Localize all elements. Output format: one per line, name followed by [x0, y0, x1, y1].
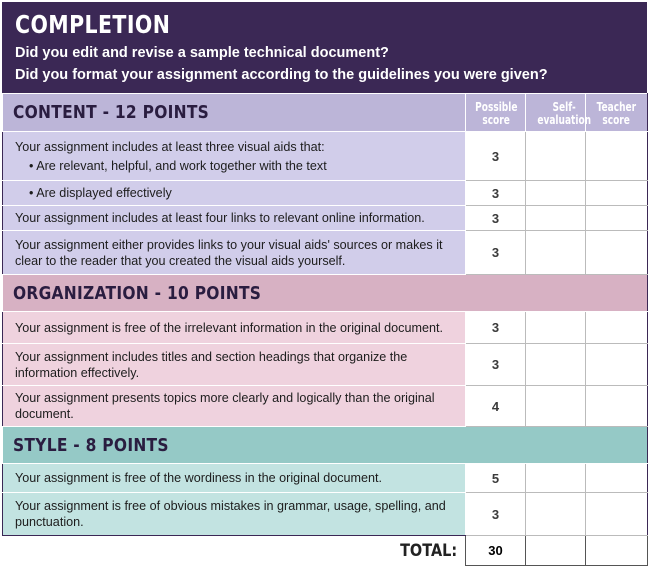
self-evaluation-cell[interactable]: [526, 344, 586, 386]
completion-question-1: Did you edit and revise a sample technical document?: [15, 45, 389, 61]
self-evaluation-cell[interactable]: [526, 206, 586, 231]
criterion-text: Your assignment either provides links to your visual aids' sources or makes it clear to the reader that you created the visual aids yourself.: [3, 231, 466, 275]
content-section-title: CONTENT - 12 POINTS: [13, 102, 210, 123]
possible-score: 3: [466, 493, 526, 536]
possible-score: 3: [466, 181, 526, 206]
table-row: [3, 231, 648, 275]
criterion-text: Your assignment includes at least three visual aids that:: [15, 139, 325, 154]
style-section-header: [3, 427, 648, 464]
teacher-score-cell[interactable]: [586, 493, 648, 536]
criterion-text: Your assignment includes titles and section headings that organize the information effectively.: [3, 344, 466, 386]
teacher-score-cell[interactable]: [586, 344, 648, 386]
possible-score: 3: [466, 344, 526, 386]
criterion-text: Your assignment includes at least four links to relevant online information.: [3, 206, 466, 231]
teacher-score-cell[interactable]: [586, 206, 648, 231]
total-self-evaluation-cell[interactable]: [526, 536, 586, 566]
total-label: TOTAL:: [399, 540, 457, 561]
criterion-text: Your assignment is free of the irrelevant information in the original document.: [3, 312, 466, 344]
self-evaluation-cell[interactable]: [526, 312, 586, 344]
self-evaluation-cell[interactable]: [526, 231, 586, 275]
table-row: [3, 206, 648, 231]
total-row: [3, 536, 648, 566]
content-section-header: [3, 94, 648, 132]
criterion-text: Your assignment is free of obvious mistakes in grammar, usage, spelling, and punctuation.: [3, 493, 466, 536]
organization-section-header: [3, 275, 648, 312]
table-row: [3, 464, 648, 493]
style-section-title: STYLE - 8 POINTS: [13, 434, 169, 456]
criterion-subtext: • Are relevant, helpful, and work together with the text: [29, 158, 327, 173]
teacher-score-cell[interactable]: [586, 132, 648, 181]
teacher-score-cell[interactable]: [586, 386, 648, 427]
rubric-table: [2, 93, 648, 566]
teacher-score-cell[interactable]: [586, 231, 648, 275]
table-row: [3, 493, 648, 536]
completion-question-2: Did you format your assignment according to the guidelines you were given?: [15, 67, 548, 83]
teacher-score-cell[interactable]: [586, 312, 648, 344]
possible-score-header: Possible score: [466, 94, 526, 132]
organization-section-title: ORGANIZATION - 10 POINTS: [13, 282, 262, 304]
criterion-text: Your assignment presents topics more clearly and logically than the original document.: [3, 386, 466, 427]
completion-title: COMPLETION: [15, 10, 171, 39]
possible-score: 3: [466, 132, 526, 181]
total-teacher-score-cell[interactable]: [586, 536, 648, 566]
teacher-score-cell[interactable]: [586, 464, 648, 493]
completion-header: [2, 2, 647, 93]
self-evaluation-cell[interactable]: [526, 181, 586, 206]
criterion-text: Your assignment is free of the wordiness in the original document.: [3, 464, 466, 493]
self-evaluation-cell[interactable]: [526, 132, 586, 181]
possible-score: 3: [466, 231, 526, 275]
teacher-score-cell[interactable]: [586, 181, 648, 206]
self-evaluation-cell[interactable]: [526, 493, 586, 536]
criterion-text: • Are displayed effectively: [3, 181, 466, 206]
table-row: [3, 132, 648, 181]
self-evaluation-header: Self- evaluation: [526, 94, 586, 132]
self-evaluation-cell[interactable]: [526, 386, 586, 427]
table-row: [3, 386, 648, 427]
table-row: [3, 181, 648, 206]
table-row: [3, 344, 648, 386]
total-possible-score: 30: [466, 536, 526, 566]
possible-score: 3: [466, 312, 526, 344]
rubric: [2, 2, 647, 566]
teacher-score-header: Teacher score: [586, 94, 648, 132]
possible-score: 3: [466, 206, 526, 231]
table-row: [3, 312, 648, 344]
possible-score: 4: [466, 386, 526, 427]
self-evaluation-cell[interactable]: [526, 464, 586, 493]
possible-score: 5: [466, 464, 526, 493]
